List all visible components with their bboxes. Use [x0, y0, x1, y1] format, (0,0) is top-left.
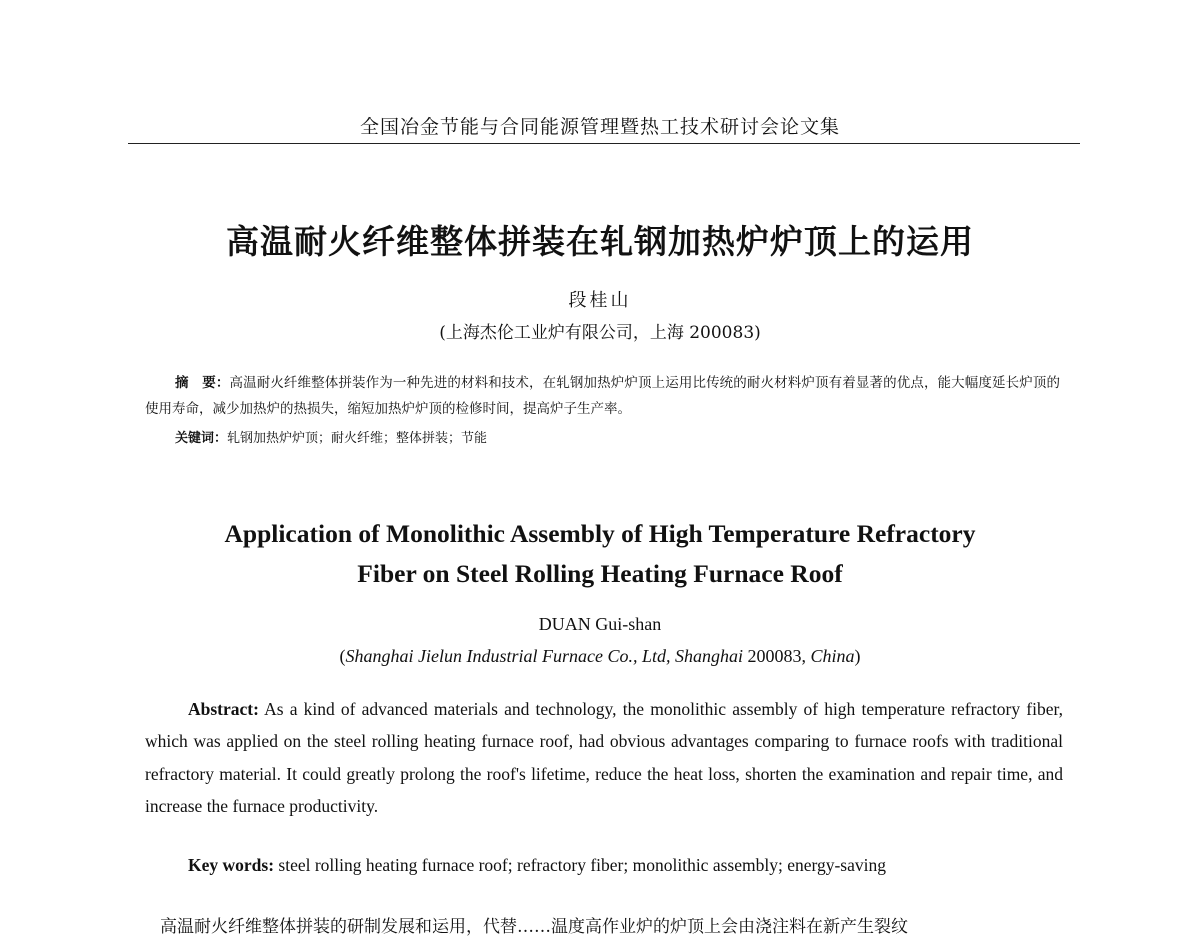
english-title-line2: Fiber on Steel Rolling Heating Furnace Roof	[357, 559, 843, 588]
chinese-keywords	[175, 426, 1055, 452]
chinese-abstract-label: 摘 要：	[175, 375, 230, 391]
english-keywords-label: Key words:	[188, 855, 275, 875]
affiliation-close-paren: )	[854, 646, 861, 666]
body-text-first-line: 高温耐火纤维整体拼装的研制发展和运用，代替……温度高作业炉的炉顶上会由浇注料在新产生裂纹	[160, 917, 908, 937]
english-title	[0, 514, 1200, 594]
header-rule	[128, 143, 1080, 144]
affiliation-country: China	[810, 646, 855, 666]
english-title-line1: Application of Monolithic Assembly of High Temperature Refractory	[224, 519, 976, 548]
english-abstract-text: As a kind of advanced materials and technology, the monolithic assembly of high temperature refractory fiber, which was applied on the steel rolling heating furnace roof, had obvious advantages comparing to furnace roofs with traditional refractory material. It could greatly prolong the roof's lifetime, reduce the heat loss, shorten the examination and repair time, and increase the furnace productivity.	[145, 699, 1063, 816]
chinese-author: 段桂山	[568, 290, 632, 311]
english-keywords	[188, 855, 1068, 876]
chinese-keywords-label: 关键词：	[175, 431, 228, 446]
affiliation-institution: Shanghai Jielun Industrial Furnace Co., Ltd, Shanghai	[345, 646, 743, 666]
running-header: 全国冶金节能与合同能源管理暨热工技术研讨会论文集	[359, 116, 840, 138]
english-keywords-text: steel rolling heating furnace roof; refractory fiber; monolithic assembly; energy-saving	[274, 855, 887, 875]
affiliation-open-paren: (	[339, 646, 346, 666]
english-abstract-label: Abstract:	[188, 699, 259, 719]
chinese-title: 高温耐火纤维整体拼装在轧钢加热炉炉顶上的运用	[226, 222, 974, 261]
affiliation-postcode: 200083,	[742, 646, 811, 666]
english-affiliation	[0, 646, 1200, 667]
chinese-abstract	[145, 370, 1060, 422]
english-author: DUAN Gui-shan	[538, 614, 662, 634]
chinese-abstract-text: 高温耐火纤维整体拼装作为一种先进的材料和技术，在轧钢加热炉炉顶上运用比传统的耐火材料炉顶有着显著的优点，能大幅度延长炉顶的使用寿命，减少加热炉的热损失，缩短加热炉炉顶的检修时间，提高炉子生产率。	[145, 375, 1060, 417]
chinese-affiliation: (上海杰伦工业炉有限公司，上海 200083)	[439, 323, 761, 343]
chinese-keywords-text: 轧钢加热炉炉顶；耐火纤维；整体拼装；节能	[227, 431, 488, 446]
english-abstract	[145, 693, 1063, 822]
